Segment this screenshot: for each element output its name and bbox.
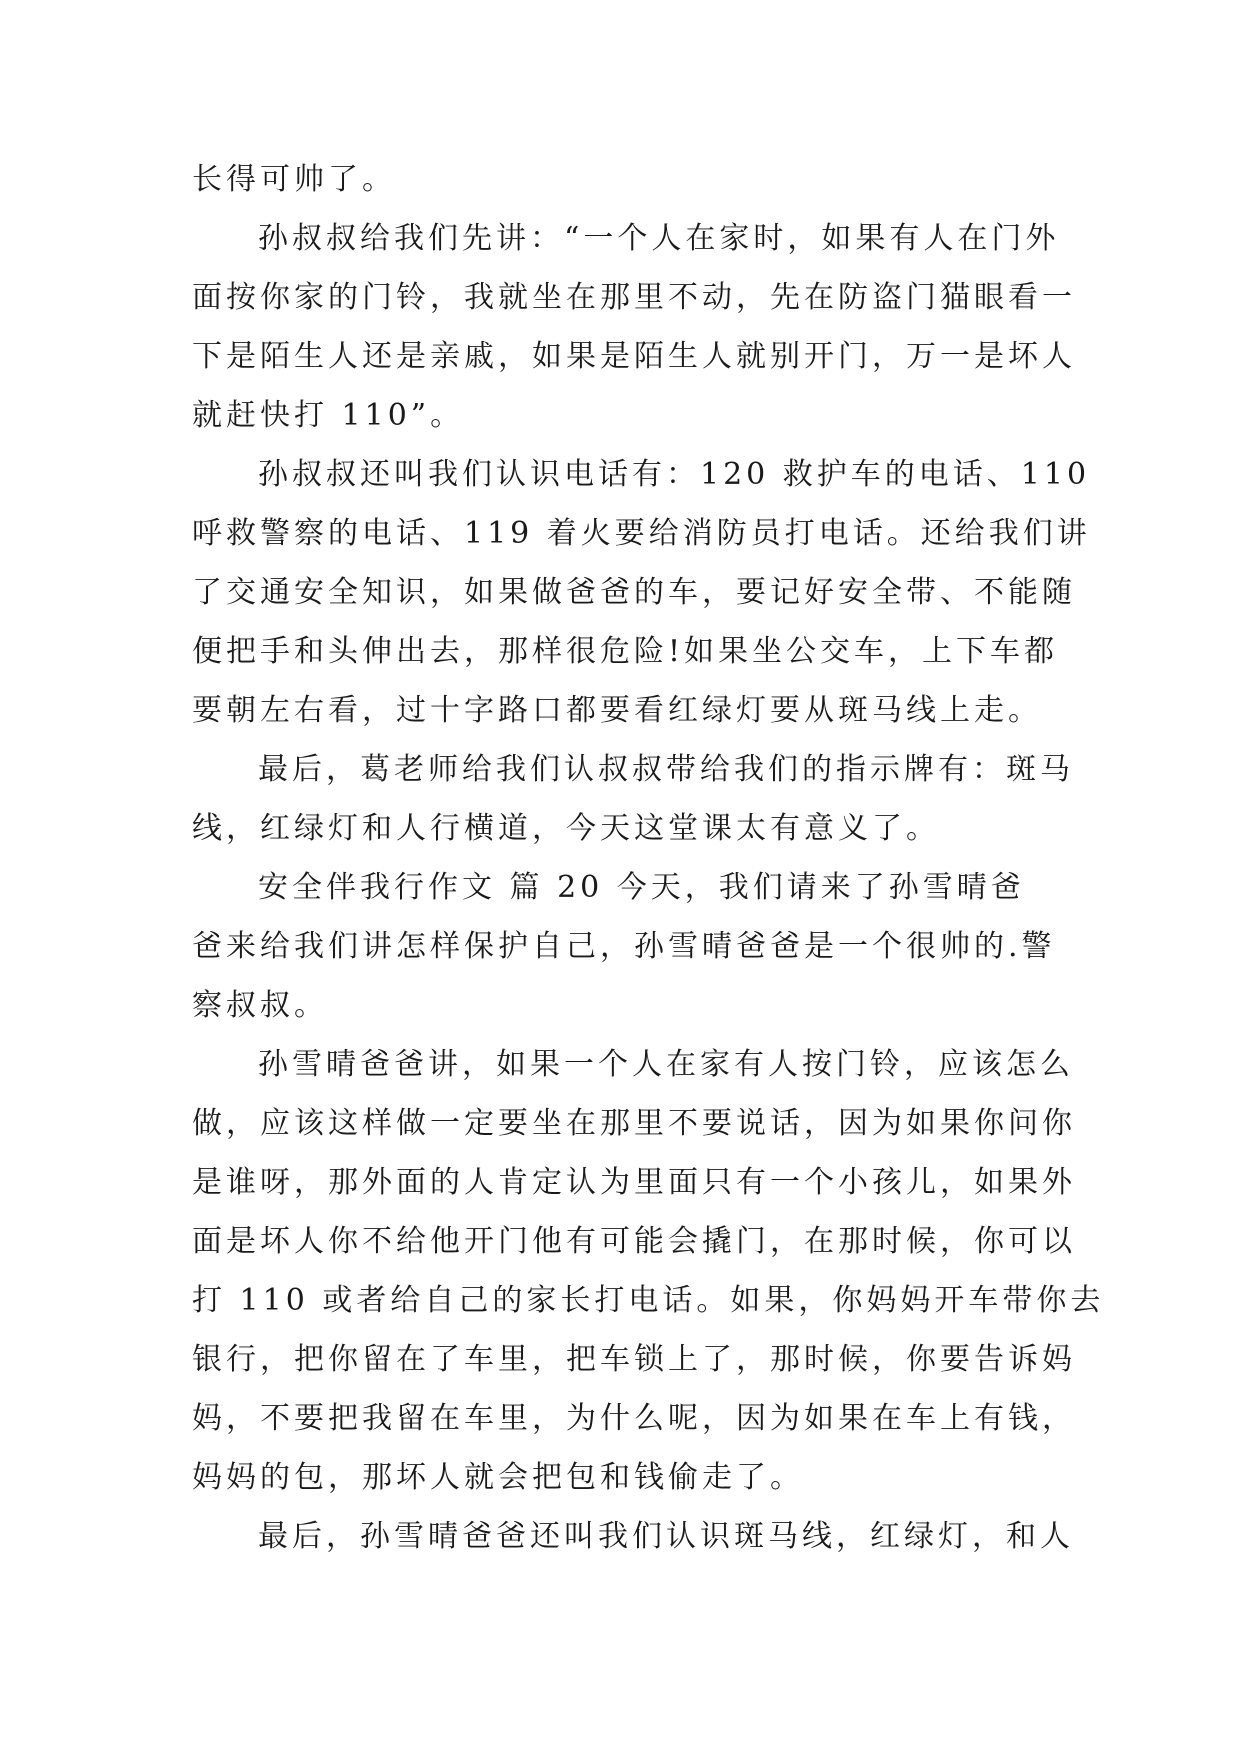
text-line: 妈，不要把我留在车里，为什么呢，因为如果在车上有钱， <box>192 1401 1076 1436</box>
text-line: 便把手和头伸出去，那样很危险!如果坐公交车，上下车都 <box>192 634 1059 669</box>
text-line: 打 110 或者给自己的家长打电话。如果，你妈妈开车带你去 <box>192 1283 1105 1318</box>
text-line: 孙雪晴爸爸讲，如果一个人在家有人按门铃，应该怎么 <box>258 1047 1074 1082</box>
document-body <box>192 150 1105 1566</box>
text-line: 最后，孙雪晴爸爸还叫我们认识斑马线，红绿灯，和人 <box>258 1519 1074 1554</box>
text-line: 银行，把你留在了车里，把车锁上了，那时候，你要告诉妈 <box>192 1342 1076 1377</box>
text-line: 面是坏人你不给他开门他有可能会撬门，在那时候，你可以 <box>192 1224 1076 1259</box>
text-line: 爸来给我们讲怎样保护自己，孙雪晴爸爸是一个很帅的.警 <box>192 929 1056 964</box>
text-line: 就赶快打 110”。 <box>192 398 465 433</box>
text-line: 呼救警察的电话、119 着火要给消防员打电话。还给我们讲 <box>192 516 1091 551</box>
text-line: 妈妈的包，那坏人就会把包和钱偷走了。 <box>192 1460 804 1495</box>
text-line: 线，红绿灯和人行横道，今天这堂课太有意义了。 <box>192 811 940 846</box>
text-line: 安全伴我行作文 篇 20 今天，我们请来了孙雪晴爸 <box>258 870 1025 905</box>
text-line: 孙叔叔给我们先讲：“一个人在家时，如果有人在门外 <box>258 221 1060 256</box>
text-line: 了交通安全知识，如果做爸爸的车，要记好安全带、不能随 <box>192 575 1076 610</box>
text-line: 要朝左右看，过十字路口都要看红绿灯要从斑马线上走。 <box>192 693 1042 728</box>
text-line: 最后，葛老师给我们认叔叔带给我们的指示牌有：斑马 <box>258 752 1074 787</box>
text-line: 长得可帅了。 <box>192 162 396 197</box>
text-line: 是谁呀，那外面的人肯定认为里面只有一个小孩儿，如果外 <box>192 1165 1076 1200</box>
text-line: 做，应该这样做一定要坐在那里不要说话，因为如果你问你 <box>192 1106 1076 1141</box>
text-line: 下是陌生人还是亲戚，如果是陌生人就别开门，万一是坏人 <box>192 339 1076 374</box>
text-line: 孙叔叔还叫我们认识电话有：120 救护车的电话、110 <box>258 457 1091 492</box>
text-line: 察叔叔。 <box>192 988 328 1023</box>
text-line: 面按你家的门铃，我就坐在那里不动，先在防盗门猫眼看一 <box>192 280 1076 315</box>
